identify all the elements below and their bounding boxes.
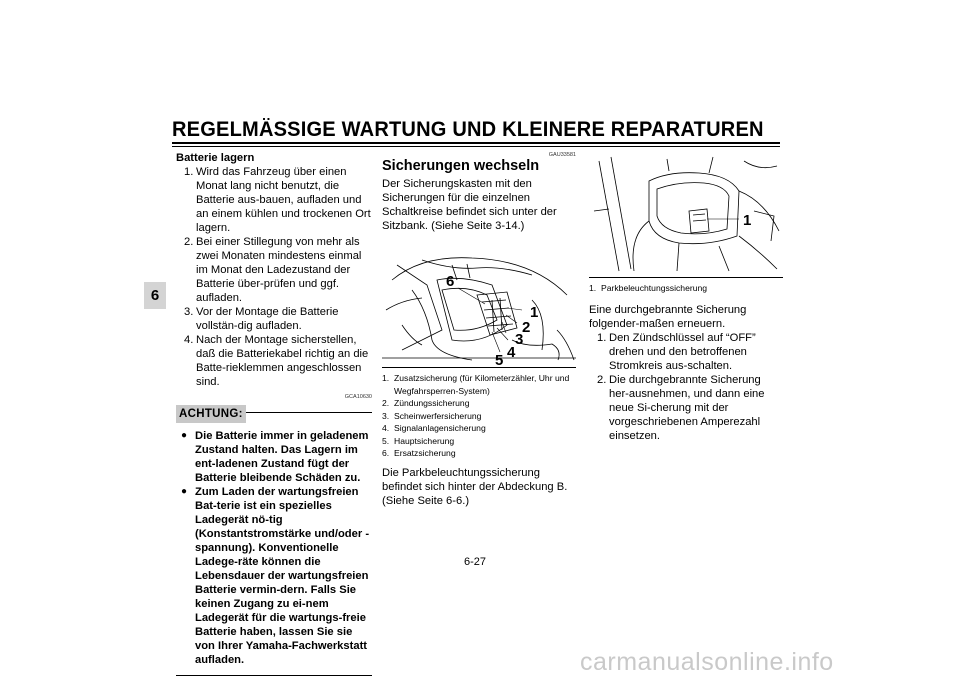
- callout-3: 3: [515, 331, 524, 348]
- page-number: 6-27: [464, 556, 487, 568]
- parking-fuse-drawing: [589, 151, 783, 277]
- bullet-icon: ●: [181, 486, 188, 497]
- callout-1: 1: [743, 212, 752, 229]
- list-item: 2. Zündungssicherung: [382, 398, 470, 408]
- list-item: 1. Wird das Fahrzeug über einen Monat lang nicht benutzt, die Batterie aus-bauen, aufladen und an einem kühlen und trockenen Ort lagern.: [184, 166, 371, 234]
- callout-4: 4: [507, 344, 516, 361]
- list-item: 3. Vor der Montage die Batterie vollstän-dig aufladen.: [184, 306, 339, 332]
- watermark: carmanualsonline.info: [580, 648, 834, 676]
- column-fuse-replacement: [589, 151, 783, 443]
- parking-fuse-illustration: [589, 151, 783, 278]
- fuse-box-illustration: [382, 240, 576, 368]
- list-item: 6. Ersatzsicherung: [382, 448, 456, 458]
- parking-fuse-note: Die Parkbeleuchtungssicherung befindet sich hinter der Abdeckung B. (Siehe Seite 6-6.): [382, 466, 568, 507]
- fuse-caption-list: [382, 372, 576, 460]
- list-item: ● Zum Laden der wartungsfreien Bat-terie ist ein spezielles Ladegerät nö-tig (Konstantstromstärke und/oder -spannung). Konventionelle Ladege-räte können die Lebensdauer der wartungsfreien Batterie vermin-dern. Falls Sie keinen Zugang zu ei-nem Ladegerät für die wartungs-freie Batterie haben, lassen Sie sie von Ihrer Yamaha-Fachwerkstatt aufladen.: [181, 486, 370, 666]
- callout-6: 6: [446, 273, 455, 290]
- list-item: 1. Zusatzsicherung (für Kilometerzähler, Uhr und Wegfahrsperren-System): [382, 373, 570, 396]
- column-battery-storage: [176, 151, 372, 676]
- battery-storage-heading: Batterie lagern: [176, 152, 255, 164]
- fuse-box-drawing: [382, 240, 576, 367]
- list-item: 1. Parkbeleuchtungssicherung: [589, 283, 708, 293]
- list-item: 2. Die durchgebrannte Sicherung her-ausnehmen, und dann eine neue Si-cherung mit der vorgeschriebenen Amperezahl einsetzen.: [597, 373, 765, 442]
- list-item: ● Die Batterie immer in geladenem Zustand halten. Das Lagern im ent-ladenen Zustand fügt der Batterie bleibende Schäden zu.: [181, 430, 369, 484]
- callout-5: 5: [495, 352, 504, 367]
- chapter-tab: 6: [144, 282, 166, 309]
- parking-fuse-caption: [589, 282, 783, 295]
- column-fuses: [382, 151, 576, 508]
- callout-2: 2: [522, 319, 531, 336]
- list-item: 2. Bei einer Stillegung von mehr als zwei Monaten mindestens einmal im Monat den Ladezustand der Batterie über-prüfen und ggf. aufladen.: [184, 236, 362, 304]
- caution-rule: [246, 412, 372, 413]
- list-item: 5. Hauptsicherung: [382, 435, 455, 446]
- caution-label: ACHTUNG:: [176, 405, 246, 423]
- caution-end-rule: [176, 675, 372, 676]
- header-rule-bottom: [172, 146, 780, 147]
- reference-code: GAU33581: [548, 152, 576, 158]
- list-item: 3. Scheinwerfersicherung: [382, 410, 482, 421]
- caution-header: [176, 403, 372, 425]
- list-item: 1. Den Zündschlüssel auf “OFF” drehen und den betroffenen Stromkreis aus-schalten.: [597, 331, 756, 372]
- battery-steps: [176, 165, 372, 389]
- callout-1: 1: [530, 304, 539, 321]
- page-title: REGELMÄSSIGE WARTUNG UND KLEINERE REPARATUREN: [172, 118, 764, 141]
- list-item: 4. Signalanlagensicherung: [382, 423, 486, 433]
- caution-list: [176, 429, 372, 667]
- bullet-icon: ●: [181, 430, 188, 441]
- replacement-steps: [589, 331, 783, 443]
- list-item: 4. Nach der Montage sicherstellen, daß die Batteriekabel richtig an die Batte-rieklemmen angeschlossen sind.: [184, 334, 369, 388]
- reference-code: GCA10630: [344, 394, 372, 400]
- fuses-intro: Der Sicherungskasten mit den Sicherungen für die einzelnen Schaltkreise befindet sich unter der Sitzbank. (Siehe Seite 3-14.): [382, 178, 557, 232]
- header-rule-top: [172, 142, 780, 144]
- replacement-intro: Eine durchgebrannte Sicherung folgender-maßen erneuern.: [589, 303, 747, 330]
- fuses-heading: Sicherungen wechseln: [382, 158, 540, 174]
